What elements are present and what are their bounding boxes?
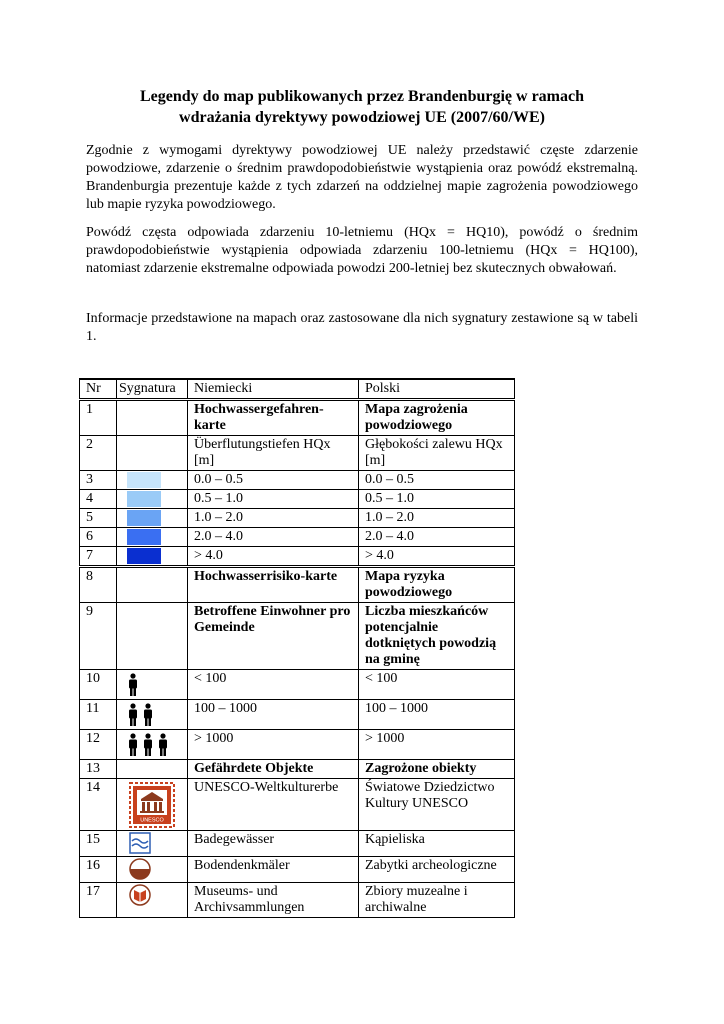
row-german: > 1000 [188,730,359,760]
row-german: 1.0 – 2.0 [188,509,359,528]
row-nr: 13 [80,760,117,779]
row-polish: Mapa zagrożenia powodziowego [359,400,515,436]
row-polish: 1.0 – 2.0 [359,509,515,528]
title-line-2: wdrażania dyrektywy powodziowej UE (2007/60/WE) [179,109,545,126]
row-nr: 17 [80,883,117,918]
table-row [80,603,515,670]
person-figure [127,703,139,727]
row-signature [117,509,188,528]
row-signature [117,857,188,883]
row-polish: Światowe Dziedzictwo Kultury UNESCO [359,779,515,831]
row-signature [117,760,188,779]
row-signature [117,670,188,700]
row-signature [117,567,188,603]
paragraph-3: Informacje przedstawione na mapach oraz zastosowane dla nich sygnatury zestawione są w tabeli 1. [86,311,638,344]
row-polish: > 1000 [359,730,515,760]
depth-swatch-0-0.5 [127,472,161,488]
person-figure [127,733,139,757]
depth-swatch-over-4 [127,548,161,564]
table-row [80,400,515,436]
archaeological-monument-icon [129,858,151,880]
row-polish: 0.0 – 0.5 [359,471,515,490]
row-signature [117,436,188,471]
row-signature [117,779,188,831]
table-row [80,857,515,883]
table-row [80,670,515,700]
title-line-1: Legendy do map publikowanych przez Brandenburgię w ramach [139,88,585,105]
table-row [80,567,515,603]
depth-swatch-0.5-1 [127,491,161,507]
table-row [80,700,515,730]
row-german: Museums- und Archivsammlungen [188,883,359,918]
row-polish: 0.5 – 1.0 [359,490,515,509]
depth-swatch-1-2 [127,510,161,526]
row-nr: 7 [80,547,117,567]
row-polish: 2.0 – 4.0 [359,528,515,547]
legend-table [79,378,515,918]
unesco-icon [129,782,175,828]
row-nr: 12 [80,730,117,760]
row-signature [117,883,188,918]
table-row [80,509,515,528]
paragraph-2: Powódź częsta odpowiada zdarzeniu 10-letniemu (HQx = HQ10), powódź o średnim prawdopodobieństwie wystąpienia odpowiada zdarzeniu 100-letniemu (HQx = HQ100), natomiast zdarzenie ekstremalne odpowiada powodzi 200-letniej bez skutecznych obwałowań. [86,225,638,276]
row-nr: 8 [80,567,117,603]
table-row [80,471,515,490]
table-row [80,490,515,509]
row-signature [117,471,188,490]
row-polish: Zabytki archeologiczne [359,857,515,883]
row-polish: Mapa ryzyka powodziowego [359,567,515,603]
row-german: UNESCO-Weltkulturerbe [188,779,359,831]
row-polish: < 100 [359,670,515,700]
table-header-row [80,379,515,400]
table-row [80,760,515,779]
row-german: Betroffene Einwohner pro Gemeinde [188,603,359,670]
row-german: Bodendenkmäler [188,857,359,883]
row-nr: 9 [80,603,117,670]
row-nr: 14 [80,779,117,831]
row-signature [117,730,188,760]
row-polish: Zagrożone obiekty [359,760,515,779]
table-row [80,528,515,547]
document-title [86,86,638,128]
row-signature [117,528,188,547]
row-german: 0.5 – 1.0 [188,490,359,509]
table-row [80,883,515,918]
museum-icon [129,884,151,906]
unesco-label: UNESCO [140,817,164,824]
person-figure [142,733,154,757]
person-icon [127,673,183,697]
table-row [80,547,515,567]
row-nr: 16 [80,857,117,883]
table-row [80,730,515,760]
row-german: < 100 [188,670,359,700]
row-nr: 3 [80,471,117,490]
table-row [80,779,515,831]
row-polish: Kąpieliska [359,831,515,857]
row-german: Gefährdete Objekte [188,760,359,779]
row-german: Überflutungstiefen HQx [m] [188,436,359,471]
table-row [80,436,515,471]
row-polish: > 4.0 [359,547,515,567]
row-signature [117,700,188,730]
row-signature [117,490,188,509]
row-signature [117,603,188,670]
table-row [80,831,515,857]
row-signature [117,831,188,857]
row-nr: 11 [80,700,117,730]
row-german: 0.0 – 0.5 [188,471,359,490]
row-german: > 4.0 [188,547,359,567]
row-polish: Liczba mieszkańców potencjalnie dotkniętych powodzią na gminę [359,603,515,670]
row-nr: 1 [80,400,117,436]
bathing-water-icon [129,832,151,854]
row-signature [117,400,188,436]
row-nr: 4 [80,490,117,509]
row-german: Hochwasserrisiko-karte [188,567,359,603]
row-german: Badegewässer [188,831,359,857]
row-german: 100 – 1000 [188,700,359,730]
header-polish: Polski [359,379,515,400]
row-polish: Głębokości zalewu HQx [m] [359,436,515,471]
depth-swatch-2-4 [127,529,161,545]
row-german: 2.0 – 4.0 [188,528,359,547]
person-figure [157,733,169,757]
header-signature: Sygnatura [117,379,188,400]
row-nr: 5 [80,509,117,528]
person-figure [127,673,139,697]
row-nr: 6 [80,528,117,547]
row-polish: 100 – 1000 [359,700,515,730]
header-nr: Nr [80,379,117,400]
row-polish: Zbiory muzealne i archiwalne [359,883,515,918]
header-german: Niemiecki [188,379,359,400]
person-figure [142,703,154,727]
row-signature [117,547,188,567]
row-nr: 10 [80,670,117,700]
two-persons-icon [127,703,183,727]
paragraph-1: Zgodnie z wymogami dyrektywy powodziowej UE należy przedstawić częste zdarzenie powodziowe, zdarzenie o średnim prawdopodobieństwie wystąpienia oraz powódź ekstremalną. Brandenburgia prezentuje każde z tych zdarzeń na oddzielnej mapie zagrożenia powodziowego lub mapie ryzyka powodziowego. [86,143,638,212]
row-german: Hochwassergefahren-karte [188,400,359,436]
row-nr: 2 [80,436,117,471]
three-persons-icon [127,733,183,757]
row-nr: 15 [80,831,117,857]
